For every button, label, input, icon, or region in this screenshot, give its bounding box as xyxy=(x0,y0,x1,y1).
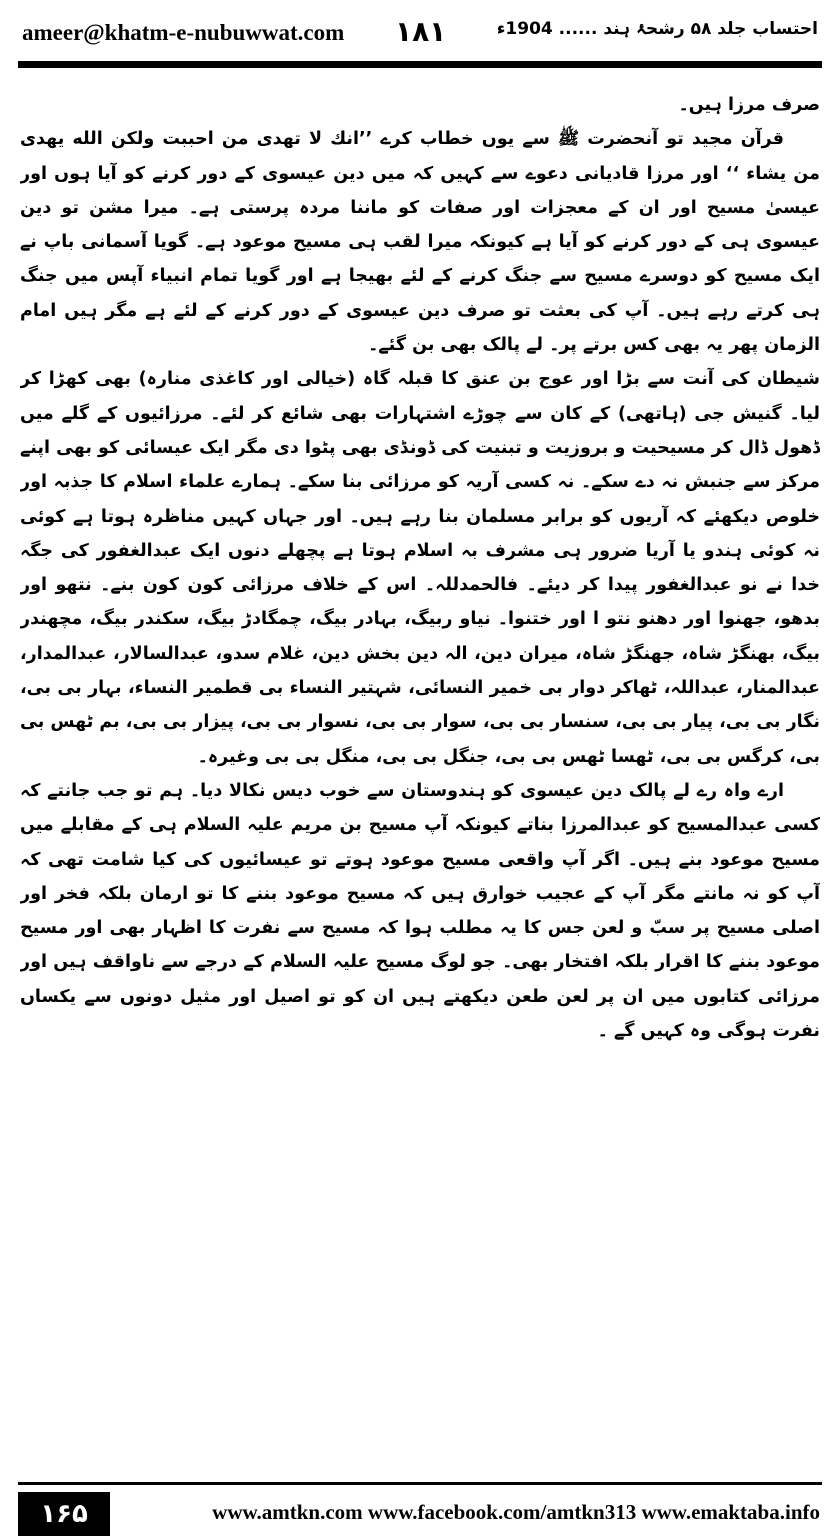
paragraph: ارے واہ رے لے پالک دین عیسوی کو ہندوستان سے خوب دیس نکالا دیا۔ ہم تو جب جانتے کہ کسی عبدالمسیح کو عبدالمرزا بناتے کیونکہ آپ مسیح بن مریم علیہ السلام ہی کے مقابلے میں مسیح موعود بنے ہیں۔ اگر آپ واقعی مسیح موعود ہوتے تو عیسائیوں کی کیا شامت تھی کہ آپ کو نہ مانتے مگر آپ کے عجیب خوارق ہیں کہ مسیح موعود بننے کا تو ارمان بلکہ فخر اور اصلی مسیح پر سبّ و لعن جس کا یہ مطلب ہوا کہ مسیح سے نفرت کا اظہار بھی اور مسیح موعود بننے کا اقرار بلکہ افتخار بھی۔ جو لوگ مسیح علیہ السلام کے درجے سے ناواقف ہیں اور مرزائی کتابوں میں ان پر لعن طعن دیکھتے ہیں ان کو تو اصیل اور مثیل دونوں سے یکساں نفرت ہوگی وہ کہیں گے ۔ xyxy=(20,780,820,1042)
paragraph: صرف مرزا ہیں۔ xyxy=(678,95,820,115)
page-header xyxy=(0,0,840,60)
header-title: احتساب جلد ۵۸ رشحۂ ہند ...... 1904ء xyxy=(496,19,818,39)
footer-rule xyxy=(18,1482,822,1485)
page-body xyxy=(20,88,820,1398)
header-rule xyxy=(18,61,822,68)
paragraph: شیطان کی آنت سے بڑا اور عوج بن عنق کا قبلہ گاہ (خیالی اور کاغذی منارہ) بھی کھڑا کر لیا۔ گنیش جی (ہاتھی) کے کان سے چوڑے اشتہارات بھی شائع کر لئے۔ مرزائیوں کے گلے میں ڈھول ڈال کر مسیحیت و بروزیت و تبنیت کی ڈونڈی بھی پٹوا دی مگر ایک عیسائی کو بھی اپنے مرکز سے جنبش نہ دے سکے۔ نہ کسی آریہ کو مرزائی بنا سکے۔ ہمارے علماء اسلام کا جذبہ اور خلوص دیکھئے کہ آریوں کو برابر مسلمان بنا رہے ہیں۔ اور جہاں کہیں مناظرہ ہوتا ہے کوئی نہ کوئی ہندو یا آریا ضرور ہی مشرف بہ اسلام ہوتا ہے پچھلے دنوں ایک عبدالغفور کی جگہ خدا نے نو عبدالغفور پیدا کر دیئے۔ فالحمدللہ۔ اس کے خلاف مرزائی کون کون بنے۔ نتھو اور بدھو، جھنوا اور دھنو نتو ا اور ختنوا۔ نیاو ربیگ، بہادر بیگ، چمگادڑ بیگ، سکندر بیگ، مچھندر بیگ، بھنگڑ شاہ، جھنگڑ شاہ، میران دین، الہ دین بخش دین، غلام سدو، عبدالسالار، عبدالمدار، عبدالمنار، عبداللہ، ٹھاکر دوار بی خمیر النسائی، شہتیر النساء بی قطمیر النساء، بہار بی بی، نگار بی بی، پیار بی بی، سنسار بی بی، سوار بی بی، نسوار بی بی، پیزار بی بی، بم ٹھس بی بی، کرگس بی بی، ٹھسا ٹھس بی بی، جنگل بی بی، منگل بی بی وغیرہ۔ xyxy=(20,369,820,767)
header-page-number: ۱۸۱ xyxy=(395,15,447,48)
header-email: ameer@khatm-e-nubuwwat.com xyxy=(22,20,345,45)
footer-page-number: ۱۶۵ xyxy=(18,1492,110,1536)
footer-links: www.amtkn.com www.facebook.com/amtkn313 www.emaktaba.info xyxy=(212,1500,820,1524)
paragraph: قرآن مجید تو آنحضرت ﷺ سے یوں خطاب کرے ’’انك لا تهدى من احببت ولكن الله يهدى من يشاء ‘‘ اور مرزا قادیانی دعوے سے کہیں کہ میں دین عیسوی کے دور کرنے کو آیا ہوں اور عیسیٰ مسیح اور ان کے معجزات اور صفات کو ماننا مردہ پرستی ہے۔ میرا مشن تو دین عیسوی ہی کے دور کرنے کو آیا ہے کیونکہ میرا لقب ہی مسیح موعود ہے۔ گویا آسمانی باپ نے ایک مسیح کو دوسرے مسیح سے جنگ کرنے کے لئے بھیجا ہے اور گویا تمام انبیاء آپس میں جنگ ہی کرتے رہے ہیں۔ آپ کی بعثت تو صرف دین عیسوی کے دور کرنے کے لئے ہے مگر ہیں امام الزمان پھر یہ بھی کس برتے پر۔ لے پالک بھی بن گئے۔ xyxy=(20,129,820,356)
